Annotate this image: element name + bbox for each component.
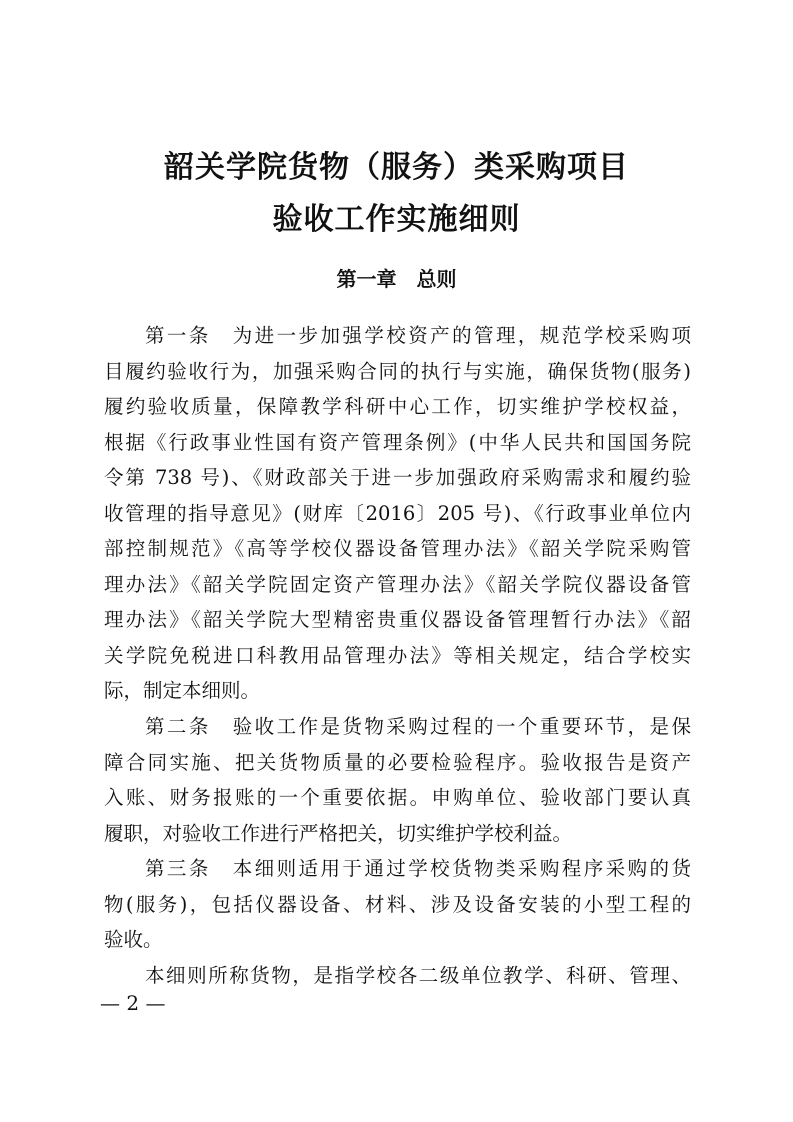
article-2 xyxy=(104,709,691,851)
article-3 xyxy=(104,851,691,958)
article-1-line: 际，制定本细则。 xyxy=(104,679,261,702)
article-1-line: 根据《行政事业性国有资产管理条例》(中华人民共和国国务院 xyxy=(104,430,691,454)
article-2-line: 障合同实施、把关货物质量的必要检验程序。验收报告是资产 xyxy=(104,750,691,774)
page-number: — 2 — xyxy=(100,991,166,1015)
article-2-line: 第二条 验收工作是货物采购过程的一个重要环节，是保 xyxy=(145,715,691,738)
article-1-line: 令第 738 号)、《财政部关于进一步加强政府采购需求和履约验 xyxy=(104,466,691,489)
article-3-line: 验收。 xyxy=(104,928,163,951)
paragraph-goods-definition xyxy=(104,958,691,994)
article-1-line: 第一条 为进一步加强学校资产的管理，规范学校采购项 xyxy=(145,324,691,347)
article-3-line: 第三条 本细则适用于通过学校货物类采购程序采购的货 xyxy=(145,857,691,880)
article-3-line: 物(服务)，包括仪器设备、材料、涉及设备安装的小型工程的 xyxy=(104,892,691,916)
article-1-line: 关学院免税进口科教用品管理办法》等相关规定，结合学校实 xyxy=(104,643,691,667)
article-2-line: 履职，对验收工作进行严格把关，切实维护学校利益。 xyxy=(104,821,573,845)
article-1-line: 部控制规范》《高等学校仪器设备管理办法》《韶关学院采购管 xyxy=(104,537,691,560)
document-title-line-1: 韶关学院货物（服务）类采购项目 xyxy=(164,150,629,185)
article-1-line: 收管理的指导意见》(财库〔2016〕205 号)、《行政事业单位内 xyxy=(104,501,691,525)
article-1 xyxy=(104,318,691,709)
article-1-line: 履约验收质量，保障教学科研中心工作，切实维护学校权益， xyxy=(104,395,691,418)
document-title-line-2: 验收工作实施细则 xyxy=(272,202,521,237)
chapter-heading: 第一章 总则 xyxy=(336,267,457,291)
article-2-line: 入账、财务报账的一个重要依据。申购单位、验收部门要认真 xyxy=(104,786,691,809)
article-1-line: 理办法》《韶关学院固定资产管理办法》《韶关学院仪器设备管 xyxy=(104,572,691,596)
article-1-line: 理办法》《韶关学院大型精密贵重仪器设备管理暂行办法》《韶 xyxy=(104,608,691,631)
article-1-line: 目履约验收行为，加强采购合同的执行与实施，确保货物(服务) xyxy=(104,359,691,383)
paragraph-line: 本细则所称货物，是指学校各二级单位教学、科研、管理、 xyxy=(145,964,691,987)
